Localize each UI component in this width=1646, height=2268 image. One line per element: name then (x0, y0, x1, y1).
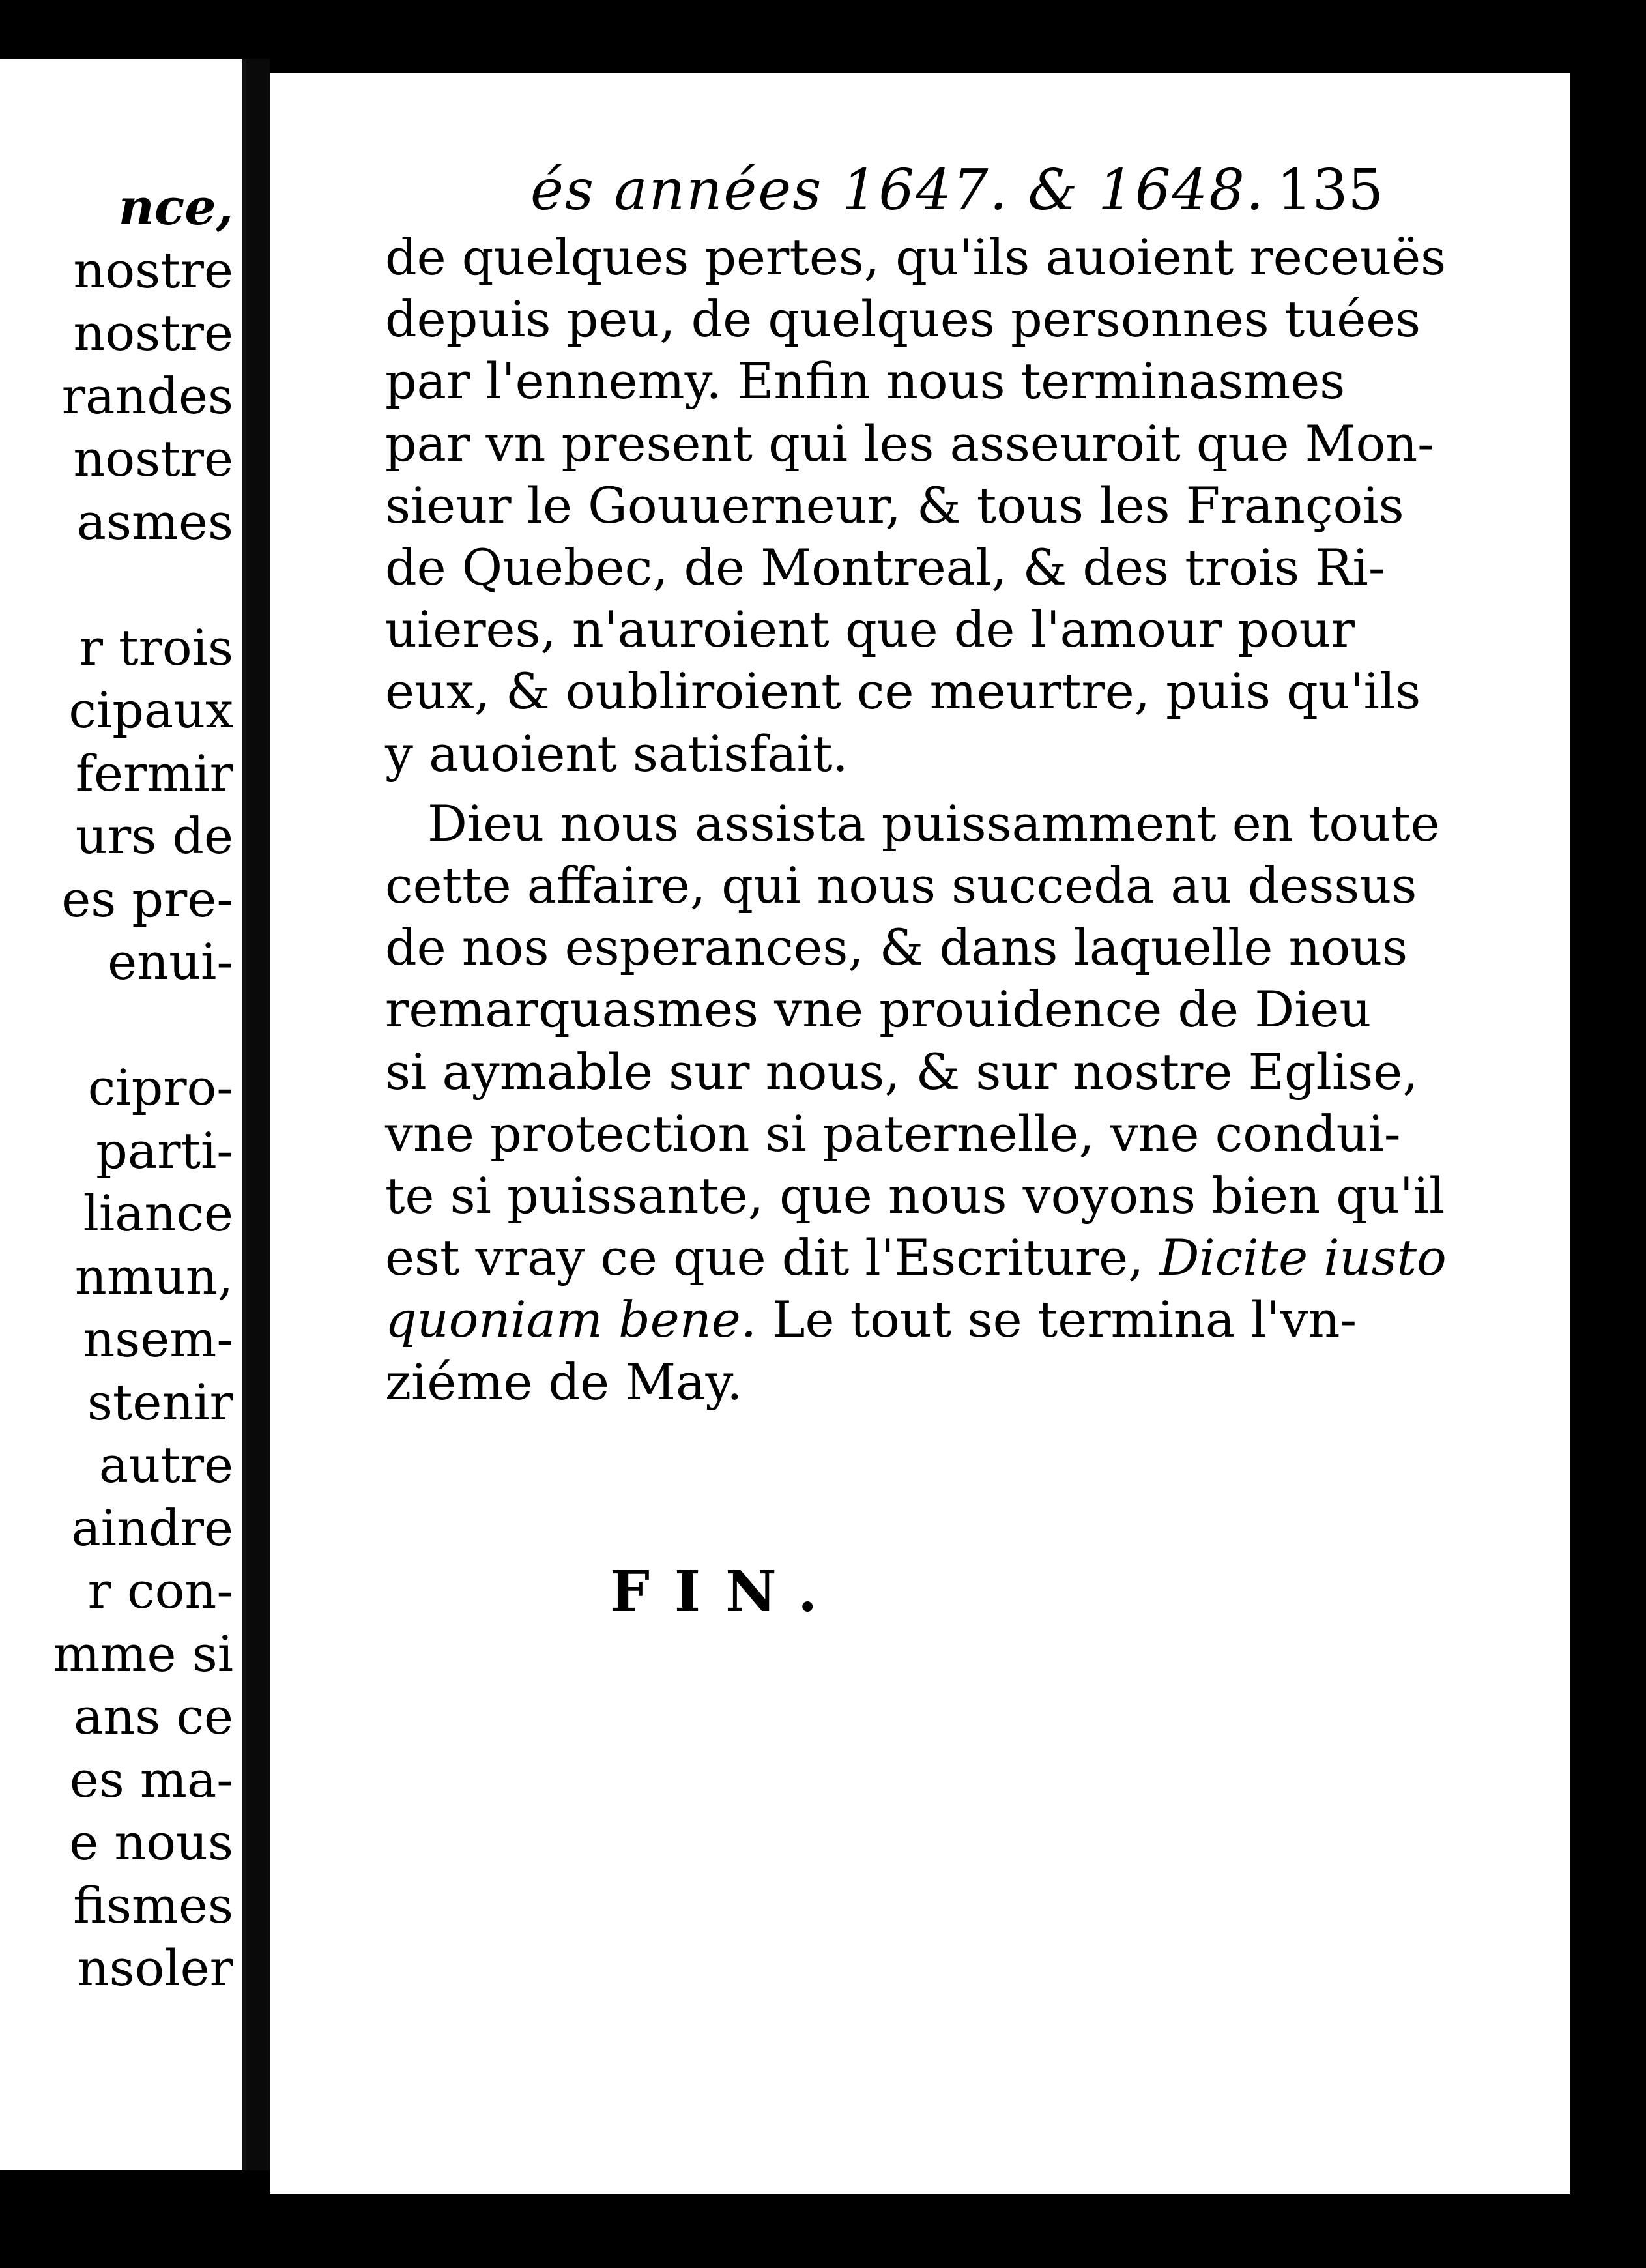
facing-page-line (53, 994, 233, 1057)
page-135 (270, 73, 1570, 2194)
facing-page-line: es pre- (61, 869, 233, 928)
text-line-content: par l'ennemy. Enfin nous terminasmes (385, 352, 1346, 411)
text-line-content: Dieu nous assista puissamment en toute (427, 794, 1440, 852)
text-line-content: te si puissante, que nous voyons bien qu'il (385, 1167, 1445, 1225)
text-line-content: est vray ce que dit l'Escriture, (385, 1228, 1144, 1287)
text-line (385, 288, 1610, 350)
text-line-content: uieres, n'auroient que de l'amour pour (385, 600, 1355, 659)
body-text (385, 226, 1610, 1413)
running-head (270, 158, 1570, 223)
text-line-content: ziéme de May. (385, 1352, 743, 1411)
facing-page-line: e nous (69, 1813, 233, 1871)
running-title: és années 1647. & 1648. (530, 158, 1265, 223)
text-line-content: si aymable sur nous, & sur nostre Eglise, (385, 1042, 1419, 1101)
text-line-content: vne protection si paternelle, vne condui- (385, 1104, 1401, 1163)
text-line (385, 350, 1610, 412)
facing-page-line: nsoler (77, 1939, 233, 1997)
text-line-content: y auoient satisfait. (385, 724, 848, 783)
facing-page-line: nostre (73, 304, 233, 362)
facing-page-line: autre (98, 1436, 233, 1494)
text-line-content: de Quebec, de Montreal, & des trois Ri- (385, 538, 1385, 597)
text-line-content: sieur le Gouuerneur, & tous les François (385, 476, 1404, 534)
text-line (385, 1227, 1610, 1288)
text-line-content: de nos esperances, & dans laquelle nous (385, 918, 1408, 977)
facing-page-line: stenir (87, 1373, 233, 1431)
text-line (385, 1351, 1610, 1413)
text-line (385, 413, 1610, 474)
facing-page-line: nsem- (83, 1310, 233, 1368)
text-line (385, 1165, 1610, 1227)
facing-page-line: enui- (108, 933, 233, 991)
facing-page-line: nce, (118, 178, 233, 236)
facing-page-line (53, 553, 233, 617)
text-line (385, 854, 1610, 916)
book-gutter (246, 59, 270, 2170)
facing-page-line: aindre (71, 1498, 233, 1557)
text-line-content: par vn present qui les asseuroit que Mon- (385, 414, 1434, 472)
text-line (385, 978, 1610, 1040)
facing-page-line: liance (83, 1184, 233, 1242)
facing-page-line: nostre (73, 429, 233, 487)
text-line (385, 1288, 1610, 1350)
text-line-content: cette affaire, qui nous succeda au dessus (385, 856, 1417, 915)
text-line (385, 1041, 1610, 1103)
text-line-content: Le tout se termina l'vn- (772, 1290, 1357, 1349)
facing-page-line: nostre (73, 240, 233, 299)
text-line (385, 598, 1610, 660)
text-line (385, 660, 1610, 722)
facing-page-text-fragments (53, 176, 233, 2000)
facing-page-line: randes (61, 366, 233, 425)
text-line (385, 792, 1610, 854)
text-line (385, 536, 1610, 598)
text-line (385, 916, 1610, 978)
facing-page-line: cipaux (68, 681, 233, 739)
facing-page-line: es ma- (69, 1750, 233, 1809)
facing-page-line: r con- (87, 1562, 233, 1620)
text-line (385, 723, 1610, 785)
facing-page-line: asmes (76, 492, 233, 551)
facing-page-line: cipro- (87, 1058, 233, 1116)
facing-page-line: r trois (79, 618, 233, 676)
facing-page-line: fismes (73, 1876, 233, 1934)
text-line (385, 226, 1610, 288)
latin-quote: quoniam bene. (385, 1290, 773, 1349)
facing-page-line: parti- (96, 1121, 233, 1180)
latin-quote: Dicite iusto (1144, 1228, 1447, 1287)
facing-page-left (0, 59, 246, 2170)
facing-page-line: fermir (75, 744, 233, 802)
text-line-content: depuis peu, de quelques personnes tuées (385, 290, 1421, 349)
text-line-content: eux, & oubliroient ce meurtre, puis qu'ils (385, 662, 1421, 721)
text-line-content: remarquasmes vne prouidence de Dieu (385, 980, 1372, 1039)
text-line (385, 1103, 1610, 1165)
facing-page-line: nmun, (74, 1247, 233, 1305)
fin-colophon: FIN. (609, 1559, 843, 1625)
text-line (385, 474, 1610, 536)
facing-page-line: mme si (53, 1624, 233, 1683)
facing-page-line: ans ce (74, 1687, 233, 1745)
text-line-content: de quelques pertes, qu'ils auoient receuës (385, 228, 1447, 286)
page-number: 135 (1277, 158, 1384, 223)
facing-page-line: urs de (75, 807, 233, 865)
